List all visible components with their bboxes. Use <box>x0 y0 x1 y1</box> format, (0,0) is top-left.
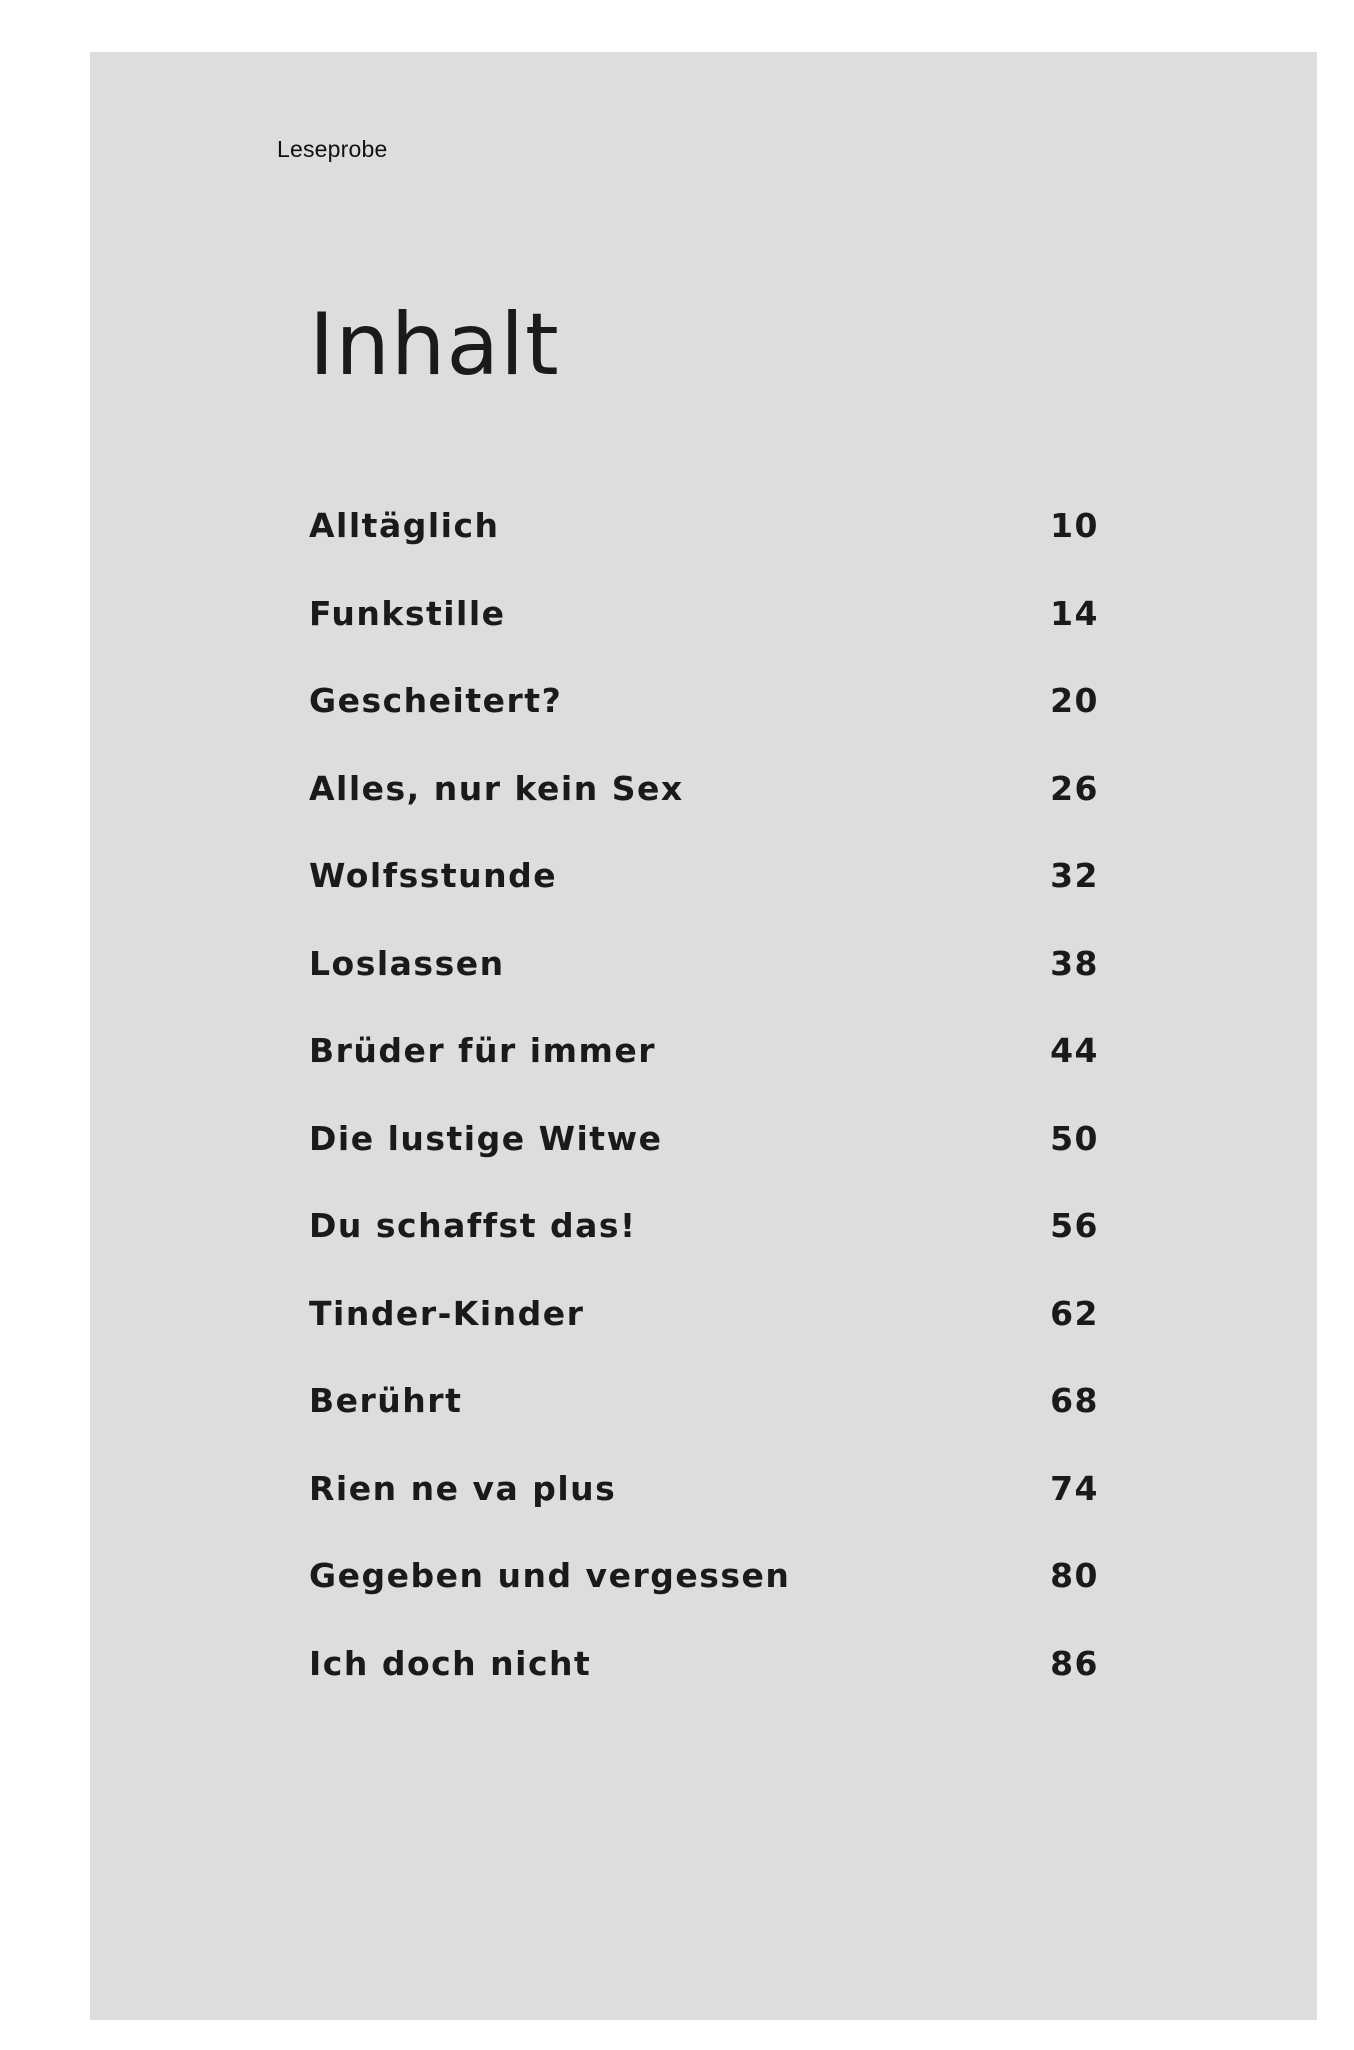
toc-entry-title: Brüder für immer <box>309 1031 657 1071</box>
toc-entry-title: Rien ne va plus <box>309 1468 617 1508</box>
toc-entry-title: Alles, nur kein Sex <box>309 768 684 808</box>
header-label: Leseprobe <box>277 136 388 162</box>
toc-entry-page: 74 <box>1050 1468 1099 1508</box>
toc-entry-title: Die lustige Witwe <box>309 1118 663 1158</box>
toc-entry-title: Funkstille <box>309 593 506 633</box>
toc-entry-page: 44 <box>1050 1031 1099 1071</box>
toc-entry-page: 56 <box>1050 1206 1099 1246</box>
toc-entry-title: Wolfsstunde <box>309 856 558 896</box>
page-title: Inhalt <box>309 295 560 395</box>
toc-entry-page: 62 <box>1050 1293 1099 1333</box>
toc-entry <box>309 745 1099 833</box>
toc-entry-page: 32 <box>1050 856 1099 896</box>
toc-entry-title: Du schaffst das! <box>309 1206 637 1246</box>
toc-entry <box>309 920 1099 1008</box>
toc-entry-title: Gescheitert? <box>309 681 563 721</box>
toc-entry-title: Alltäglich <box>309 506 500 546</box>
toc-entry <box>309 1532 1099 1620</box>
toc-entry-page: 86 <box>1050 1643 1099 1683</box>
toc-entry <box>309 1182 1099 1270</box>
toc-entry <box>309 1357 1099 1445</box>
toc-entry <box>309 657 1099 745</box>
toc-entry-page: 14 <box>1050 593 1099 633</box>
toc-entry-title: Loslassen <box>309 943 505 983</box>
toc-entry-title: Ich doch nicht <box>309 1643 592 1683</box>
toc-entry-page: 10 <box>1050 506 1099 546</box>
toc-entry <box>309 1620 1099 1708</box>
toc-entry-page: 50 <box>1050 1118 1099 1158</box>
toc-entry-page: 80 <box>1050 1556 1099 1596</box>
toc-entry <box>309 570 1099 658</box>
toc-entry-page: 20 <box>1050 681 1099 721</box>
toc-entry-page: 26 <box>1050 768 1099 808</box>
toc-entry-title: Gegeben und vergessen <box>309 1556 791 1596</box>
table-of-contents <box>309 482 1099 1707</box>
toc-entry <box>309 1445 1099 1533</box>
toc-entry-page: 68 <box>1050 1381 1099 1421</box>
book-page <box>90 52 1317 2020</box>
toc-entry <box>309 1007 1099 1095</box>
toc-entry-title: Berührt <box>309 1381 463 1421</box>
toc-entry-title: Tinder-Kinder <box>309 1293 585 1333</box>
toc-entry <box>309 1270 1099 1358</box>
toc-entry <box>309 1095 1099 1183</box>
toc-entry <box>309 832 1099 920</box>
toc-entry-page: 38 <box>1050 943 1099 983</box>
toc-entry <box>309 482 1099 570</box>
